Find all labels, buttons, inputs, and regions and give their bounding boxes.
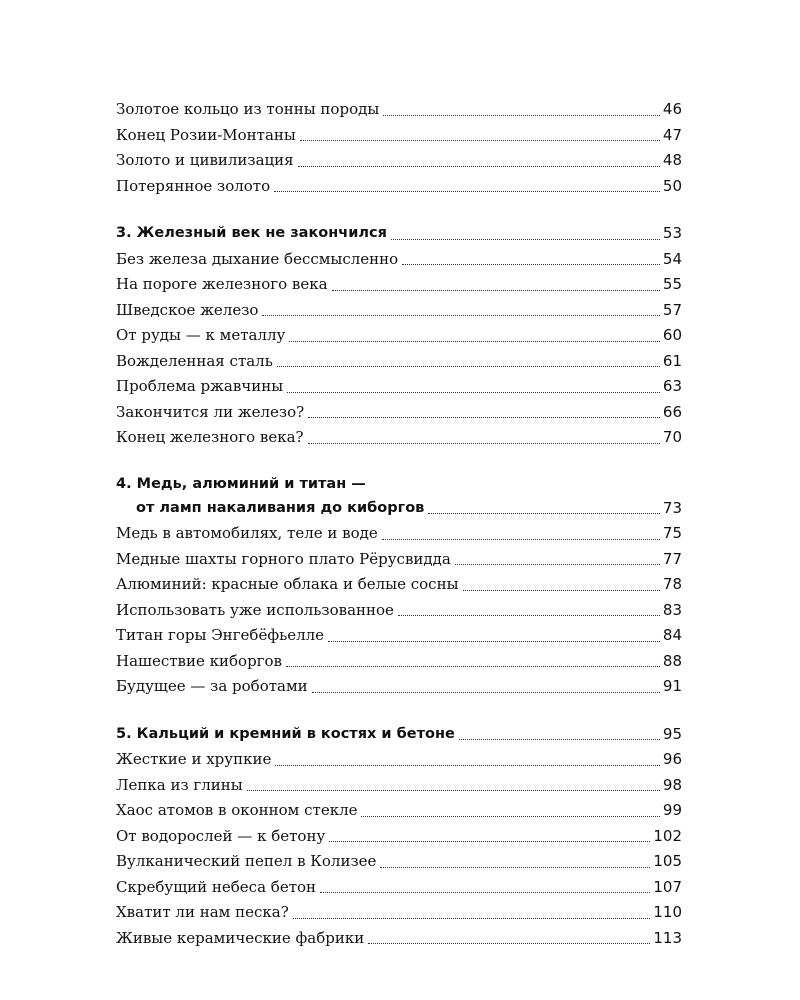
dot-leader (293, 918, 651, 919)
dot-leader (308, 443, 660, 444)
dot-leader (332, 290, 660, 291)
toc-entry (116, 400, 682, 426)
toc-entry (116, 674, 682, 700)
toc-entry (116, 623, 682, 649)
dot-leader (287, 392, 660, 393)
chapter-heading (116, 496, 682, 522)
entry-title: От руды — к металлу (116, 326, 286, 344)
entry-title: Шведское железо (116, 300, 259, 319)
dot-leader (329, 841, 650, 842)
entry-title: Потерянное золото (116, 176, 271, 195)
entry-page: 88 (662, 651, 682, 670)
entry-page: 113 (653, 928, 682, 947)
toc-entry (116, 649, 682, 675)
chapter-page: 73 (662, 498, 682, 517)
dot-leader (328, 641, 660, 642)
dot-leader (361, 816, 659, 817)
toc-entry (116, 148, 682, 174)
dot-leader (300, 140, 660, 141)
chapter-page: 53 (662, 224, 682, 242)
dot-leader (308, 417, 660, 418)
toc-entry (116, 926, 682, 952)
entry-page: 96 (662, 750, 682, 768)
toc-entry (116, 425, 682, 451)
entry-page: 50 (662, 176, 682, 195)
dot-leader (402, 264, 660, 265)
toc-entry (116, 247, 682, 273)
chapter-heading (116, 722, 682, 748)
dot-leader (368, 943, 650, 944)
dot-leader (382, 539, 660, 540)
dot-leader (312, 692, 660, 693)
toc-entry (116, 875, 682, 901)
toc-entry (116, 773, 682, 799)
toc-entry (116, 798, 682, 824)
entry-title: Конец железного века? (116, 428, 304, 446)
entry-page: 98 (662, 775, 682, 794)
entry-page: 57 (662, 300, 682, 319)
toc-entry (116, 849, 682, 875)
toc-entry (116, 123, 682, 149)
dot-leader (428, 513, 660, 514)
dot-leader (289, 341, 660, 342)
entry-page: 54 (662, 249, 682, 268)
entry-title: Вожделенная сталь (116, 351, 273, 370)
dot-leader (463, 590, 660, 591)
entry-title: Медь в автомобилях, теле и воде (116, 524, 378, 542)
entry-title: Нашествие киборгов (116, 651, 283, 670)
entry-page: 110 (653, 903, 682, 921)
entry-title: Золотое кольцо из тонны породы (116, 100, 380, 118)
toc-entry (116, 900, 682, 926)
toc-entry (116, 174, 682, 200)
dot-leader (247, 790, 660, 791)
entry-page: 77 (662, 549, 682, 568)
section-chapter-5 (116, 722, 682, 952)
entry-page: 70 (662, 428, 682, 446)
section-chapter-4 (116, 473, 682, 700)
entry-title: Вулканический пепел в Колизее (116, 852, 377, 870)
entry-title: Алюминий: красные облака и белые сосны (116, 575, 459, 593)
dot-leader (277, 366, 660, 367)
dot-leader (380, 867, 650, 868)
entry-page: 102 (653, 826, 682, 845)
chapter-title-line-2: от ламп накаливания до киборгов (136, 499, 425, 516)
chapter-title-line-1: 4. Медь, алюминий и титан — (116, 475, 366, 492)
toc-entry (116, 521, 682, 547)
entry-title: Жесткие и хрупкие (116, 750, 272, 768)
dot-leader (391, 239, 660, 240)
entry-title: Скребущий небеса бетон (116, 877, 317, 896)
entry-page: 99 (662, 801, 682, 819)
entry-page: 66 (662, 402, 682, 421)
entry-title: Живые керамические фабрики (116, 928, 365, 947)
toc-entry (116, 572, 682, 598)
entry-page: 48 (662, 151, 682, 169)
toc-entry (116, 323, 682, 349)
entry-title: От водорослей — к бетону (116, 826, 326, 845)
entry-title: Золото и цивилизация (116, 151, 294, 169)
entry-title: Использовать уже использованное (116, 600, 394, 619)
toc-entry (116, 824, 682, 850)
dot-leader (459, 739, 660, 740)
dot-leader (274, 191, 660, 192)
toc-entry (116, 349, 682, 375)
toc-entry (116, 747, 682, 773)
chapter-page: 95 (662, 724, 682, 743)
dot-leader (383, 115, 660, 116)
entry-page: 91 (662, 677, 682, 695)
toc-entry (116, 272, 682, 298)
entry-title: Титан горы Энгебёфьелле (116, 626, 325, 644)
entry-page: 61 (662, 351, 682, 370)
dot-leader (320, 892, 650, 893)
toc-entry (116, 598, 682, 624)
entry-title: Хаос атомов в оконном стекле (116, 801, 358, 819)
toc-entry (116, 97, 682, 123)
toc-entry (116, 298, 682, 324)
entry-title: Будущее — за роботами (116, 677, 308, 695)
entry-title: Конец Розии-Монтаны (116, 125, 296, 144)
entry-title: Медные шахты горного плато Рёрусвидда (116, 549, 451, 568)
section-chapter-3 (116, 221, 682, 451)
entry-page: 83 (662, 600, 682, 619)
entry-page: 78 (662, 575, 682, 593)
entry-page: 75 (662, 524, 682, 542)
entry-title: Хватит ли нам песка? (116, 903, 289, 921)
entry-page: 46 (662, 100, 682, 118)
dot-leader (275, 765, 660, 766)
entry-page: 55 (662, 275, 682, 293)
toc-entry (116, 547, 682, 573)
dot-leader (455, 564, 660, 565)
entry-page: 84 (662, 626, 682, 644)
chapter-title: 5. Кальций и кремний в костях и бетоне (116, 725, 455, 742)
dot-leader (398, 615, 660, 616)
entry-title: Лепка из глины (116, 775, 243, 794)
section-gold-entries (116, 97, 682, 199)
entry-title: На пороге железного века (116, 275, 328, 293)
dot-leader (298, 166, 660, 167)
entry-page: 47 (662, 125, 682, 144)
dot-leader (286, 666, 660, 667)
chapter-title: 3. Железный век не закончился (116, 225, 387, 241)
table-of-contents (116, 97, 682, 951)
dot-leader (262, 315, 659, 316)
entry-page: 105 (653, 852, 682, 870)
entry-page: 107 (653, 877, 682, 896)
entry-title: Закончится ли железо? (116, 402, 305, 421)
toc-entry (116, 374, 682, 400)
chapter-heading (116, 221, 682, 247)
entry-title: Проблема ржавчины (116, 377, 284, 395)
entry-title: Без железа дыхание бессмысленно (116, 249, 399, 268)
entry-page: 63 (662, 377, 682, 395)
entry-page: 60 (662, 326, 682, 344)
